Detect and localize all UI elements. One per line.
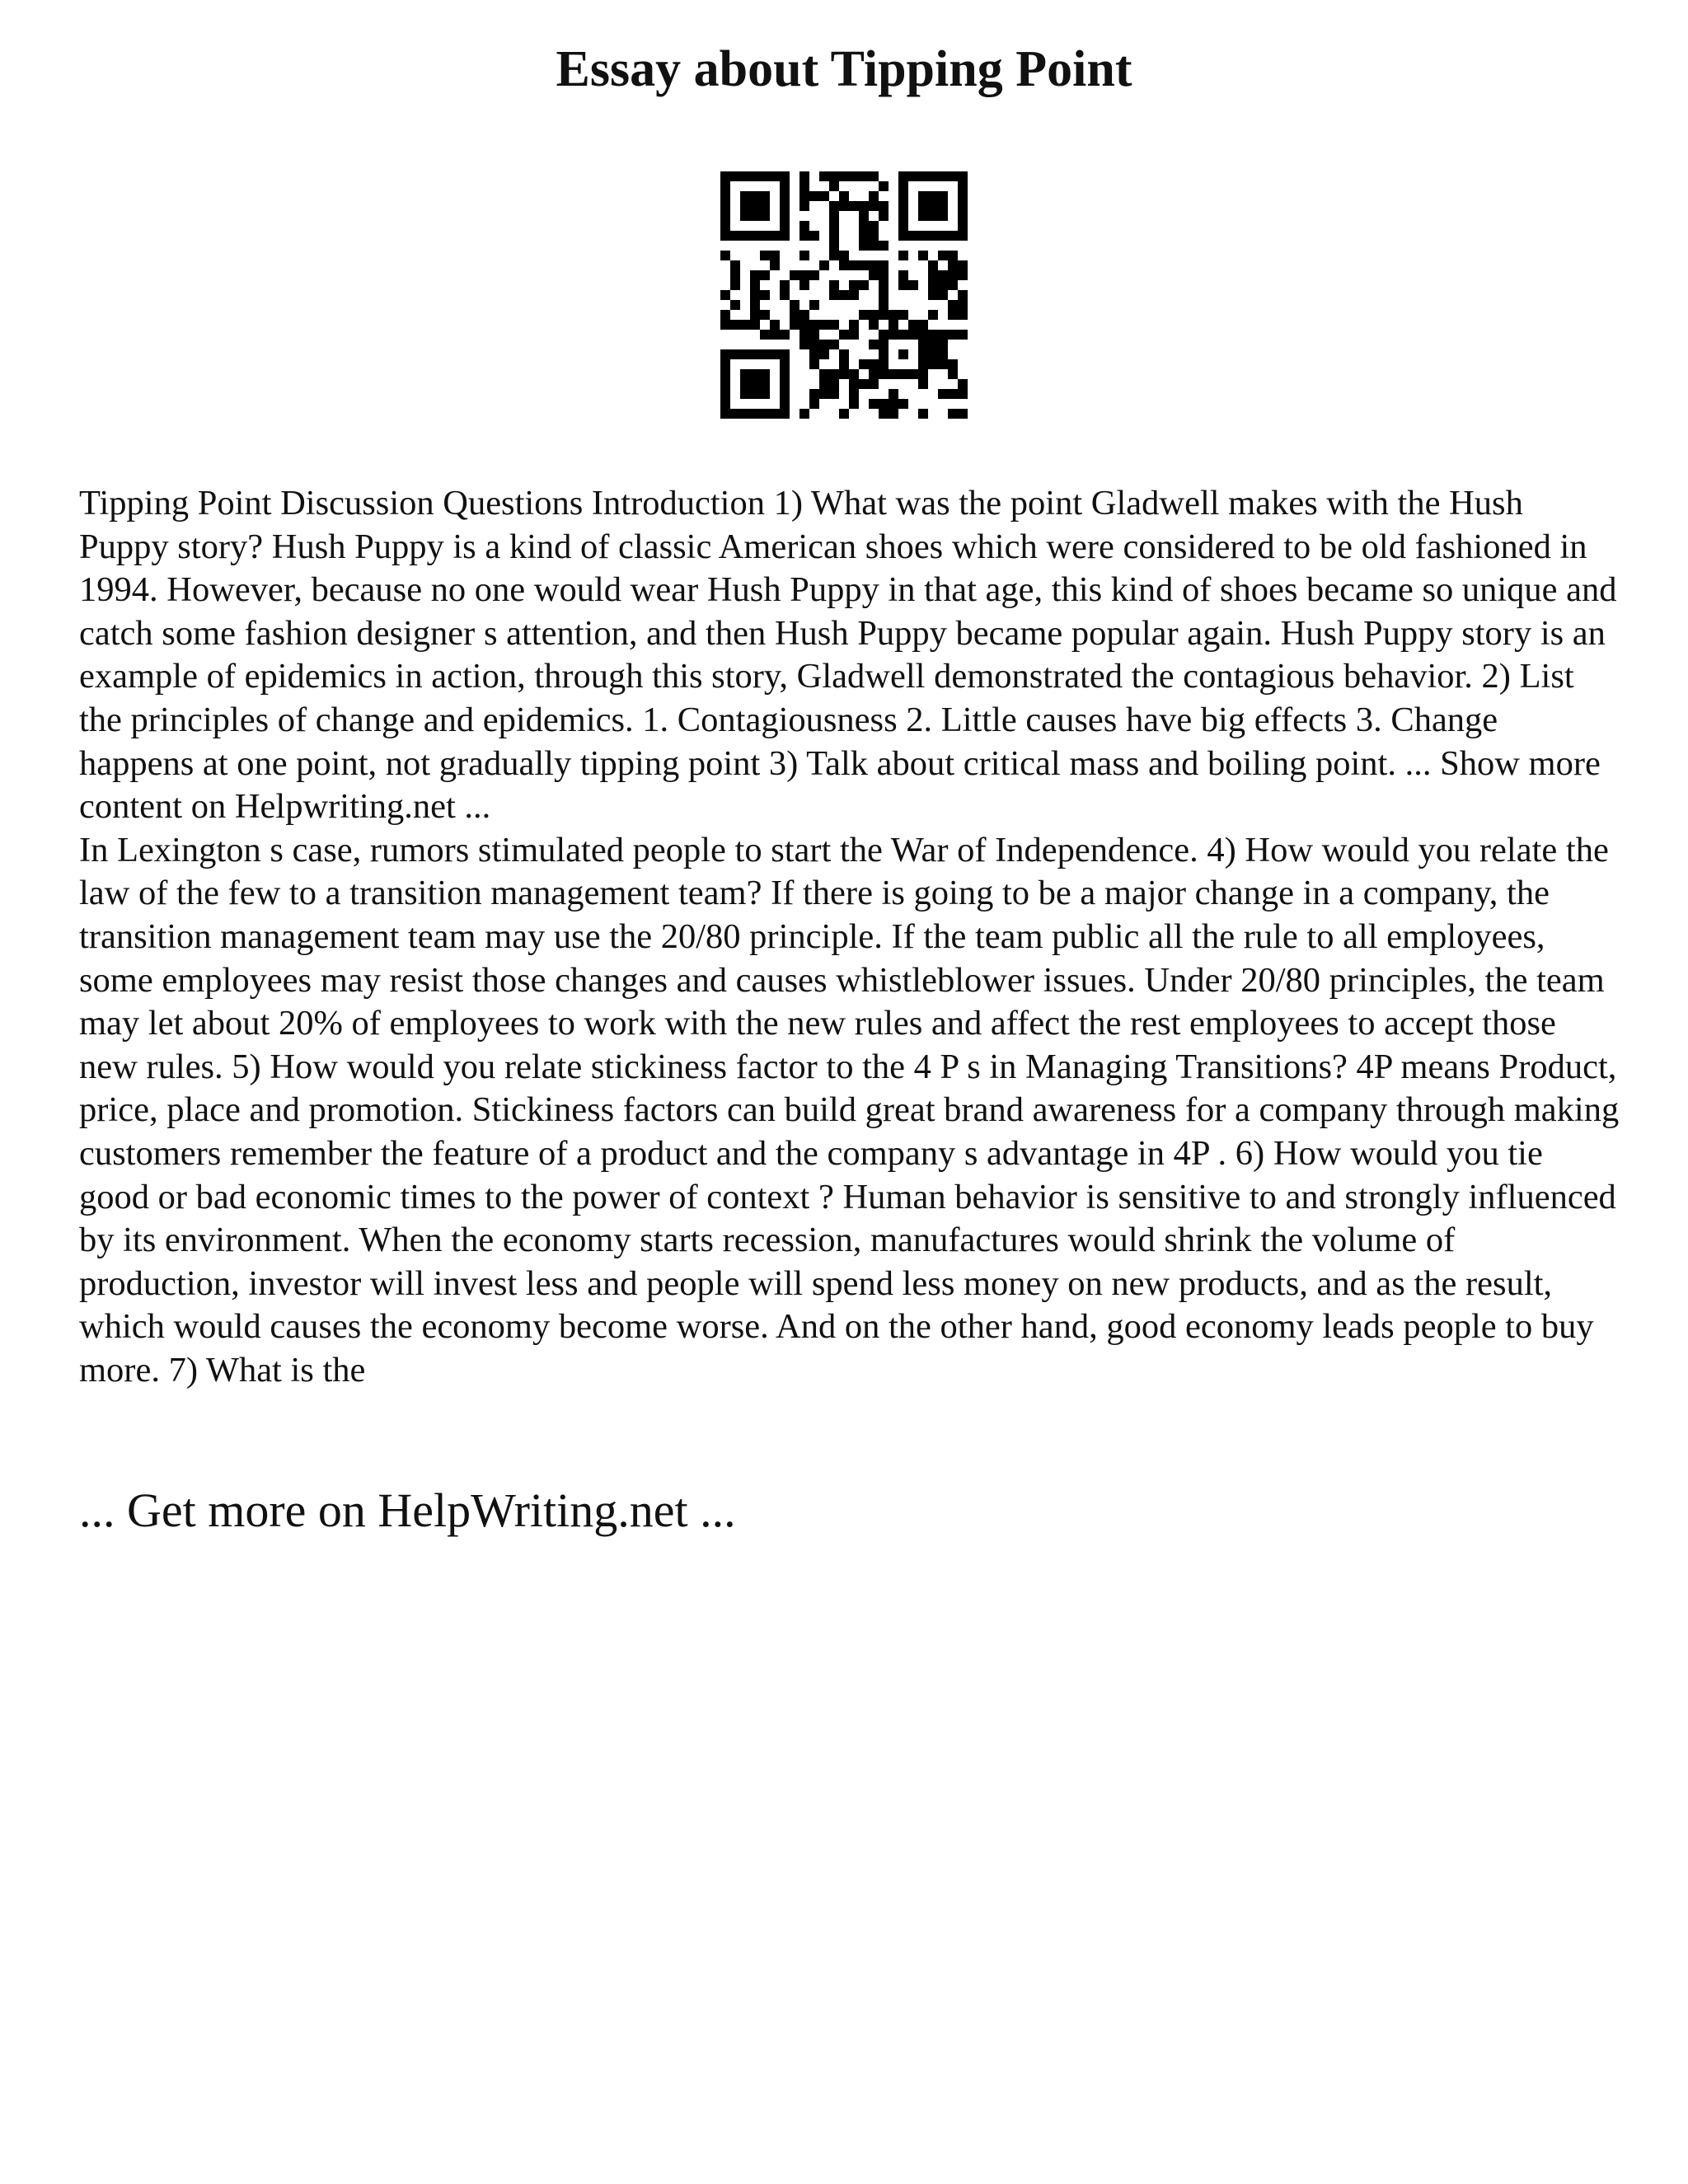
qr-code [720, 171, 968, 419]
essay-body [79, 482, 1620, 1392]
essay-paragraph: In Lexington s case, rumors stimulated people to start the War of Independence. 4) How would you relate the law of the few to a transition management team? If there is going to be a major change in a company, the transition management team may use the 20/80 principle. If the team public all the rule to all employees, some employees may resist those changes and causes whistleblower issues. Under 20/80 principles, the team may let about 20% of employees to work with the new rules and affect the rest employees to accept those new rules. 5) How would you relate stickiness factor to the 4 P s in Managing Transitions? 4P means Product, price, place and promotion. Stickiness factors can build great brand awareness for a company through making customers remember the feature of a product and the company s advantage in 4P . 6) How would you tie good or bad economic times to the power of context ? Human behavior is sensitive to and strongly influenced by its environment. When the economy starts recession, manufactures would shrink the volume of production, investor will invest less and people will spend less money on new products, and as the result, which would causes the economy become worse. And on the other hand, good economy leads people to buy more. 7) What is the [79, 830, 1620, 1390]
essay-paragraph: Tipping Point Discussion Questions Introduction 1) What was the point Gladwell makes with the Hush Puppy story? Hush Puppy is a kind of classic American shoes which were considered to be old fashioned in 1994. However, because no one would wear Hush Puppy in that age, this kind of shoes became so unique and catch some fashion designer s attention, and then Hush Puppy became popular again. Hush Puppy story is an example of epidemics in action, through this story, Gladwell demonstrated the contagious behavior. 2) List the principles of change and epidemics. 1. Contagiousness 2. Little causes have big effects 3. Change happens at one point, not gradually tipping point 3) Talk about critical mass and boiling point. ... Show more content on Helpwriting.net ... [79, 484, 1617, 827]
get-more-link[interactable]: ... Get more on HelpWriting.net ... [79, 1483, 736, 1537]
document-title: Essay about Tipping Point [556, 41, 1132, 97]
qr-code-image [720, 171, 968, 419]
